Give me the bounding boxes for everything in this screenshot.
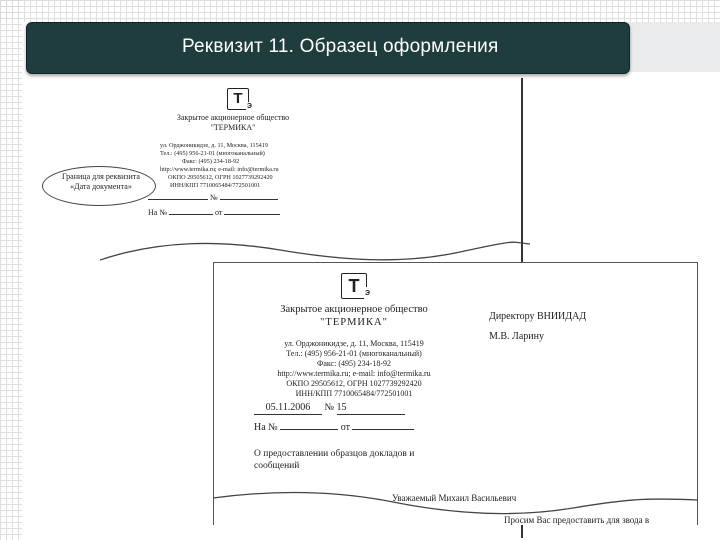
org-inn: ИНН/КПП 7710065484/772501001	[295, 389, 413, 398]
logo-sub-letter: Э	[247, 102, 252, 110]
org-phone: Тел.: (495) 956-21-01 (многоканальный)	[160, 150, 265, 157]
background-grid-left	[0, 0, 22, 540]
logo-sub-letter: Э	[364, 287, 371, 300]
addressee-line-1: Директору ВНИИДАД	[489, 311, 587, 322]
org-address: ул. Орджоникидзе, д. 11, Москва, 115419	[160, 142, 268, 149]
number-label: №	[324, 402, 335, 413]
date-line	[148, 199, 208, 200]
org-type: Закрытое акционерное общество	[176, 113, 290, 122]
org-type: Закрытое акционерное общество	[280, 304, 428, 315]
org-fax: Факс: (495) 234-18-92	[317, 359, 391, 368]
subject-line-1: О предоставлении образцов докладов и	[254, 449, 415, 459]
org-web: http://www.termika.ru; e-mail: info@termika.ru	[160, 166, 279, 173]
ref-label: На №	[254, 422, 278, 433]
date-callout-text: Граница для реквизита «Дата документа»	[62, 172, 140, 191]
addressee-line-2: М.В. Ларину	[489, 331, 544, 342]
logo-letter: Т	[233, 90, 243, 108]
number-value: 15	[337, 401, 405, 415]
company-logo-large	[341, 273, 370, 299]
slide-title-bar	[26, 22, 630, 74]
subject-line-2: сообщений	[254, 461, 300, 471]
title-band-right	[628, 22, 720, 72]
background-grid-top	[0, 0, 720, 22]
org-phone: Тел.: (495) 956-21-01 (многоканальный)	[286, 349, 422, 358]
company-logo	[227, 88, 252, 110]
salutation: Уважаемый Михаил Васильевич	[392, 493, 517, 503]
large-letter-sample	[213, 262, 698, 525]
from-label: от	[214, 207, 223, 217]
from-label: от	[340, 422, 350, 433]
large-letter-wave-edge	[213, 490, 698, 530]
addressee-block	[489, 307, 586, 347]
org-web: http://www.termika.ru; e-mail: info@termika.ru	[277, 369, 431, 378]
number-label: №	[210, 193, 218, 202]
ref-label: На №	[148, 207, 167, 217]
letterhead	[254, 273, 454, 472]
org-name: "ТЕРМИКА"	[320, 317, 388, 328]
org-address: ул. Орджоникидзе, д. 11, Москва, 115419	[284, 339, 424, 348]
ref-line	[169, 214, 213, 215]
ref-date-line	[224, 214, 280, 215]
number-line	[220, 199, 278, 200]
small-letter-sample	[148, 88, 318, 217]
org-inn: ИНН/КПП 7710065484/772501001	[170, 182, 261, 189]
body-start: Просим Вас предоставить для звода в	[504, 515, 650, 525]
ref-line	[280, 429, 338, 430]
ref-date-line	[352, 429, 414, 430]
date-value: 05.11.2006	[254, 401, 322, 415]
logo-letter: Т	[348, 275, 360, 296]
org-okpo: ОКПО 29505612, ОГРН 1027739292420	[286, 379, 422, 388]
org-name: "ТЕРМИКА"	[210, 122, 256, 132]
org-fax: Факс: (495) 234-18-92	[182, 158, 240, 165]
org-okpo: ОКПО 29505612, ОГРН 1027739292420	[168, 174, 273, 181]
slide-title: Реквизит 11. Образец оформления	[182, 36, 499, 57]
